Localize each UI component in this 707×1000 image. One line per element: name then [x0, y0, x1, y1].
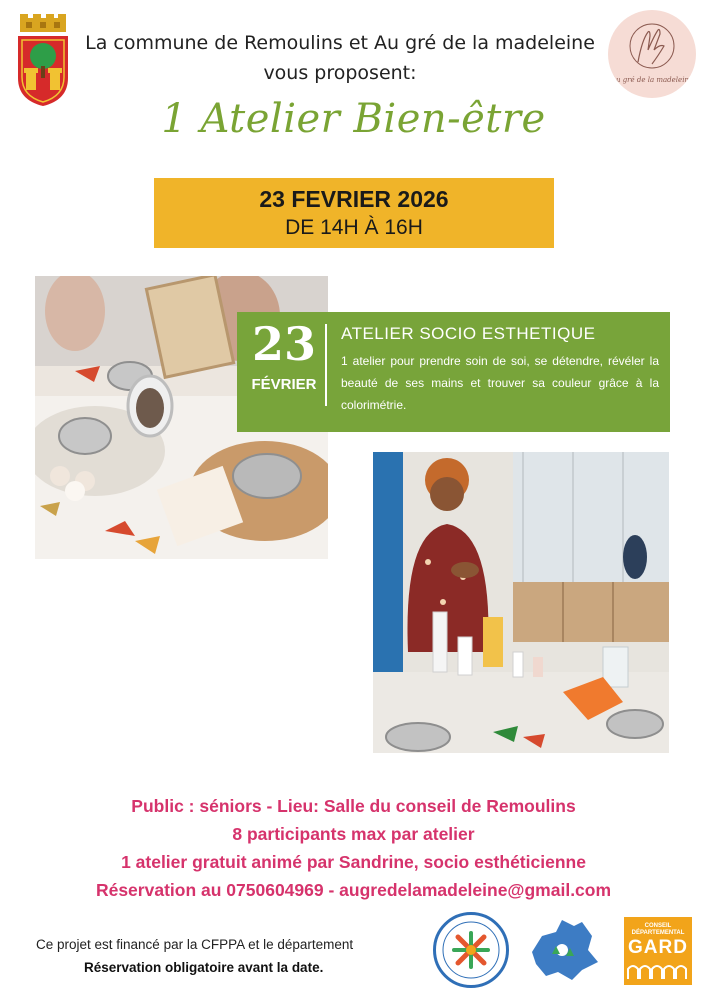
madeleine-logo — [608, 10, 696, 98]
town-crest-icon — [14, 12, 72, 108]
info-line-audience: Public : séniors - Lieu: Salle du conseil de Remoulins — [131, 796, 576, 816]
intro-text — [80, 28, 600, 88]
page-title: 1 Atelier Bien-être — [161, 96, 546, 142]
gard-small-label: CONSEIL DÉPARTEMENTAL — [631, 923, 685, 936]
gard-department-logo — [624, 917, 692, 985]
gard-map-logo — [522, 914, 604, 984]
info-line-capacity: 8 participants max par atelier — [232, 824, 475, 844]
hands-icon — [608, 10, 696, 98]
card-description: 1 atelier pour prendre soin de soi, se détendre, révéler la beauté de ses mains et trouver sa couleur grâce à la colorimétrie. — [341, 354, 659, 412]
workshop-info-card — [237, 312, 670, 432]
date-banner — [154, 178, 554, 248]
info-line-host: 1 atelier gratuit animé par Sandrine, socio esthéticienne — [121, 852, 586, 872]
funding-note: Ce projet est financé par la CFPPA et le département — [36, 937, 354, 952]
banner-date: 23 FEVRIER 2026 — [259, 186, 449, 212]
card-day: 23 — [251, 317, 316, 371]
info-line-reservation: Réservation au 0750604969 - augredelamadeleine@gmail.com — [95, 880, 612, 900]
logo-caption: Au gré de la madeleine — [610, 76, 694, 84]
intro-line-1: La commune de Remoulins et Au gré de la madeleine — [85, 32, 595, 54]
card-month: FÉVRIER — [251, 376, 317, 393]
facilitator-photo — [373, 452, 669, 753]
reservation-note: Réservation obligatoire avant la date. — [84, 960, 324, 975]
event-details — [0, 792, 707, 904]
gard-label: GARD — [628, 937, 688, 958]
card-divider — [325, 324, 327, 406]
department-map-icon — [522, 914, 604, 984]
banner-time: DE 14H À 16H — [285, 216, 423, 239]
cfppa-logo — [433, 912, 509, 988]
aqueduct-icon — [624, 959, 692, 981]
cfppa-emblem-icon — [436, 915, 506, 985]
intro-line-2: vous proposent: — [263, 62, 417, 84]
card-heading: ATELIER SOCIO ESTHETIQUE — [341, 324, 596, 343]
